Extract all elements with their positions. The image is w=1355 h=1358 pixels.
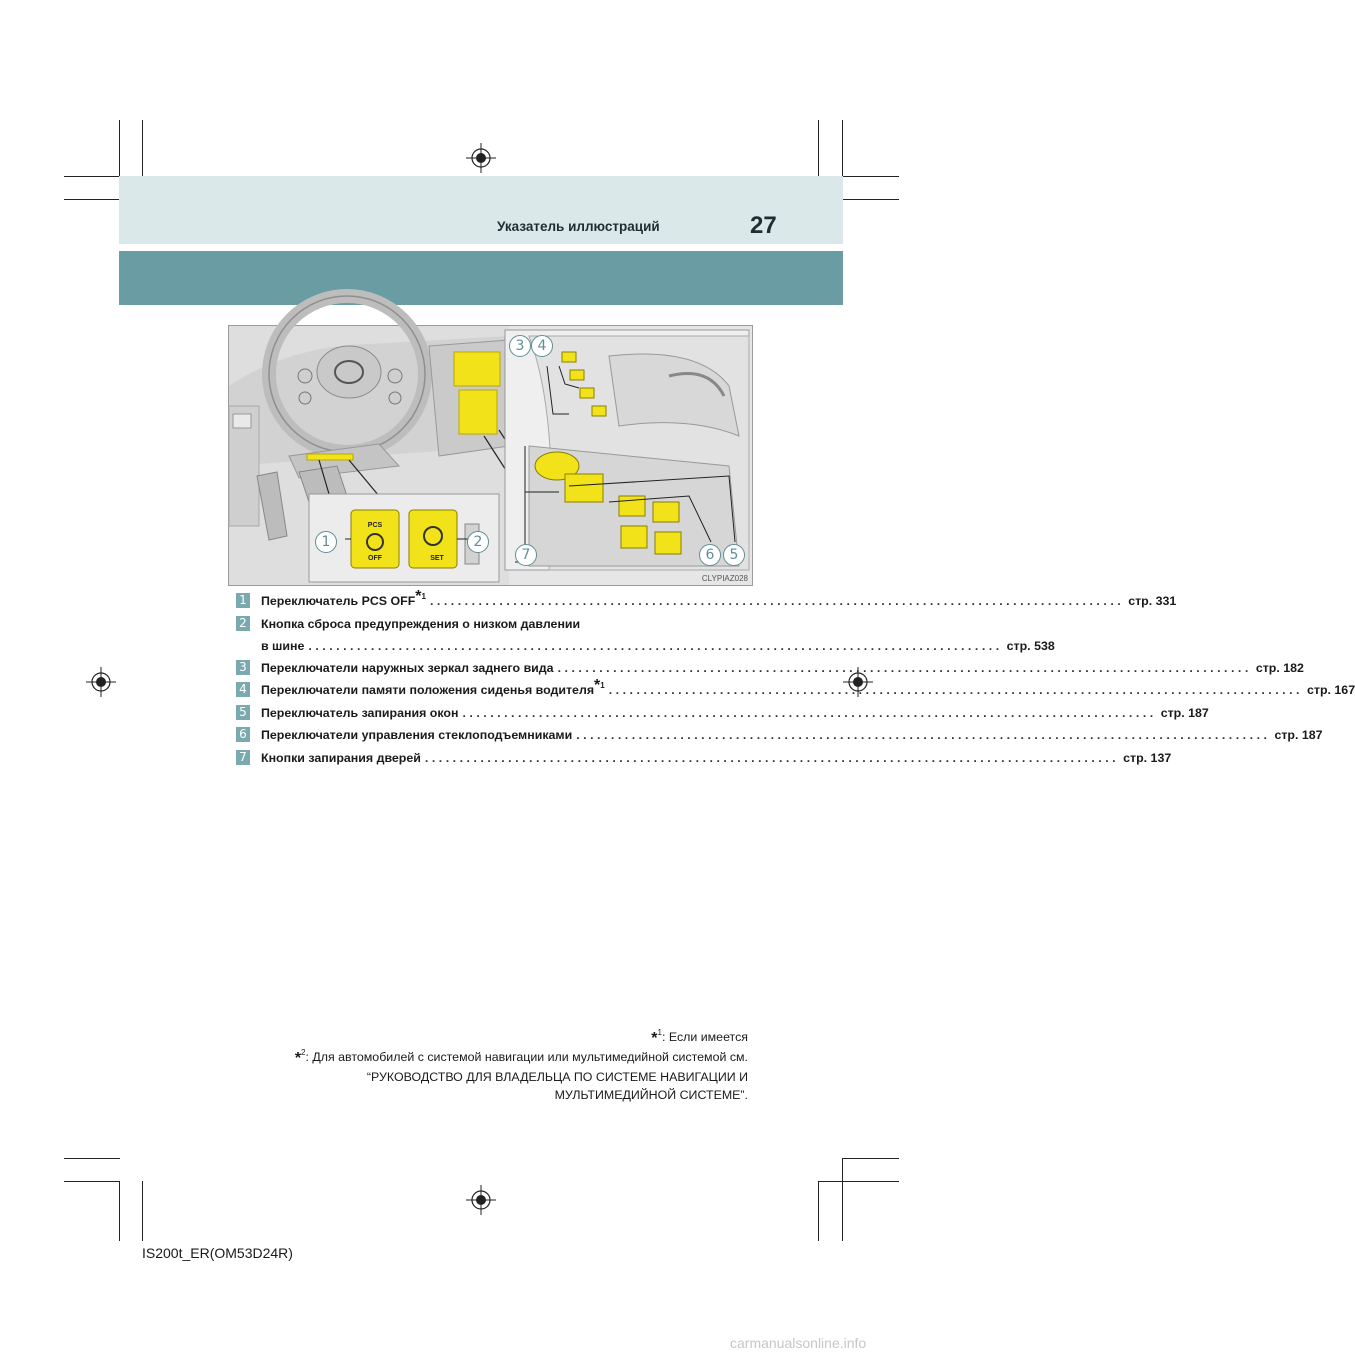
item-number: 1 <box>236 593 250 608</box>
crop-mark <box>142 1181 143 1241</box>
item-label-line1: Кнопка сброса предупреждения о низком давлении <box>261 616 581 631</box>
callout-number: 3 <box>515 338 525 354</box>
item-label: Переключатели памяти положения сиденья водителя <box>261 683 595 697</box>
crop-mark <box>64 1181 120 1182</box>
footnote-mark: 1 <box>600 681 605 690</box>
crop-mark <box>842 120 843 176</box>
footnote-2-line3: МУЛЬТИМЕДИЙНОЙ СИСТЕМЕ”. <box>554 1088 748 1102</box>
leader-dots: .................................................................................................... <box>608 683 1303 697</box>
callout-4 <box>531 335 553 357</box>
item-label: Переключатели наружных зеркал заднего вида <box>261 660 554 675</box>
list-item: 4 Переключатели памяти положения сиденья водителя$^{*1}$ .................................................................................................... стр. 167 <box>236 679 728 702</box>
item-label: Переключатель запирания окон <box>261 705 459 720</box>
footnote-text: : Если имеется <box>661 1030 748 1044</box>
footnote-2-line2: “РУКОВОДСТВО ДЛЯ ВЛАДЕЛЬЦА ПО СИСТЕМЕ НАВИГАЦИИ И <box>366 1070 748 1084</box>
document-code: IS200t_ER(OM53D24R) <box>142 1245 293 1261</box>
crop-mark <box>119 120 120 176</box>
callout-7 <box>515 544 537 566</box>
crop-mark <box>843 199 899 200</box>
page-reference: стр. 167 <box>1307 683 1355 697</box>
callout-number: 6 <box>705 547 715 563</box>
leader-dots: .................................................................................................... <box>576 728 1271 742</box>
illustration-code: CLYPIAZ028 <box>701 574 748 583</box>
crop-mark <box>818 120 819 176</box>
callout-6 <box>699 544 721 566</box>
crop-mark <box>842 1158 843 1241</box>
crop-mark <box>818 1181 819 1241</box>
leader-dots: .................................................................................................... <box>557 660 1252 675</box>
callout-1 <box>315 531 337 553</box>
footnotes <box>208 1028 748 1104</box>
item-number: 4 <box>236 682 250 697</box>
callout-2 <box>467 531 489 553</box>
item-number: 2 <box>236 616 250 631</box>
callout-number: 4 <box>537 338 547 354</box>
callout-number: 7 <box>521 547 531 563</box>
page-reference: стр. 187 <box>1274 728 1323 742</box>
leader-dots: .................................................................................................... <box>308 638 1003 653</box>
crop-mark <box>843 176 899 177</box>
registration-mark-icon <box>86 667 116 697</box>
item-label: Кнопки запирания дверей <box>261 750 421 765</box>
list-item: 1 Переключатель PCS OFF$^{*1}$ .................................................................................................... стр. 331 <box>236 590 728 613</box>
footnote-mark: 1 <box>657 1028 662 1037</box>
footnote-1: *$^1$: Если имеется <box>651 1028 748 1047</box>
callout-number: 5 <box>729 547 739 563</box>
leader-dots: .................................................................................................... <box>424 750 1120 765</box>
off-label: OFF <box>368 555 382 562</box>
item-number: 6 <box>236 727 250 742</box>
header-bar <box>119 251 843 305</box>
list-item <box>236 702 1209 725</box>
item-list <box>236 588 1355 769</box>
page-number: 27 <box>750 212 777 239</box>
footnote-2: *$^2$: Для автомобилей с системой навигации или мультимедийной системой см. <box>294 1048 748 1067</box>
footnote-text: : Для автомобилей с системой навигации или мультимедийной системой см. <box>305 1050 748 1064</box>
crop-mark <box>119 1181 120 1241</box>
page-reference: стр. 538 <box>1006 638 1055 653</box>
list-item <box>236 613 1055 657</box>
page-reference: стр. 137 <box>1123 750 1172 765</box>
crop-mark <box>142 120 143 176</box>
leader-dots: .................................................................................................... <box>462 705 1157 720</box>
page-reference: стр. 331 <box>1128 594 1177 608</box>
footnote-mark: 2 <box>301 1048 306 1057</box>
callout-3 <box>509 335 531 357</box>
item-label: в шине <box>261 638 305 653</box>
registration-mark-icon <box>466 1185 496 1215</box>
crop-mark <box>842 1158 899 1159</box>
leader-dots: .................................................................................................... <box>429 594 1125 608</box>
cabin-illustration <box>228 325 753 586</box>
page-reference: стр. 187 <box>1160 705 1209 720</box>
watermark: carmanualsonline.info <box>730 1335 867 1351</box>
footnote-mark: 1 <box>421 592 426 601</box>
item-number: 7 <box>236 750 250 765</box>
registration-mark-icon <box>466 143 496 173</box>
callout-number: 2 <box>473 534 483 550</box>
crop-mark <box>818 1181 899 1182</box>
pcs-label: PCS <box>367 522 383 529</box>
list-item <box>236 747 1172 770</box>
crop-mark <box>64 1158 120 1159</box>
crop-mark <box>64 199 119 200</box>
item-number: 3 <box>236 660 250 675</box>
item-number: 5 <box>236 705 250 720</box>
callout-number: 1 <box>321 534 331 550</box>
page-reference: стр. 182 <box>1255 660 1304 675</box>
header-band <box>119 176 843 244</box>
set-label: SET <box>430 555 444 562</box>
cabin-drawing <box>229 326 752 585</box>
list-item <box>236 724 1323 747</box>
callout-5 <box>723 544 745 566</box>
crop-mark <box>64 176 119 177</box>
section-title: Указатель иллюстраций <box>497 219 660 234</box>
item-label: Переключатель PCS OFF <box>261 594 416 608</box>
list-item <box>236 657 1304 680</box>
item-label: Переключатели управления стеклоподъемниками <box>261 728 573 742</box>
